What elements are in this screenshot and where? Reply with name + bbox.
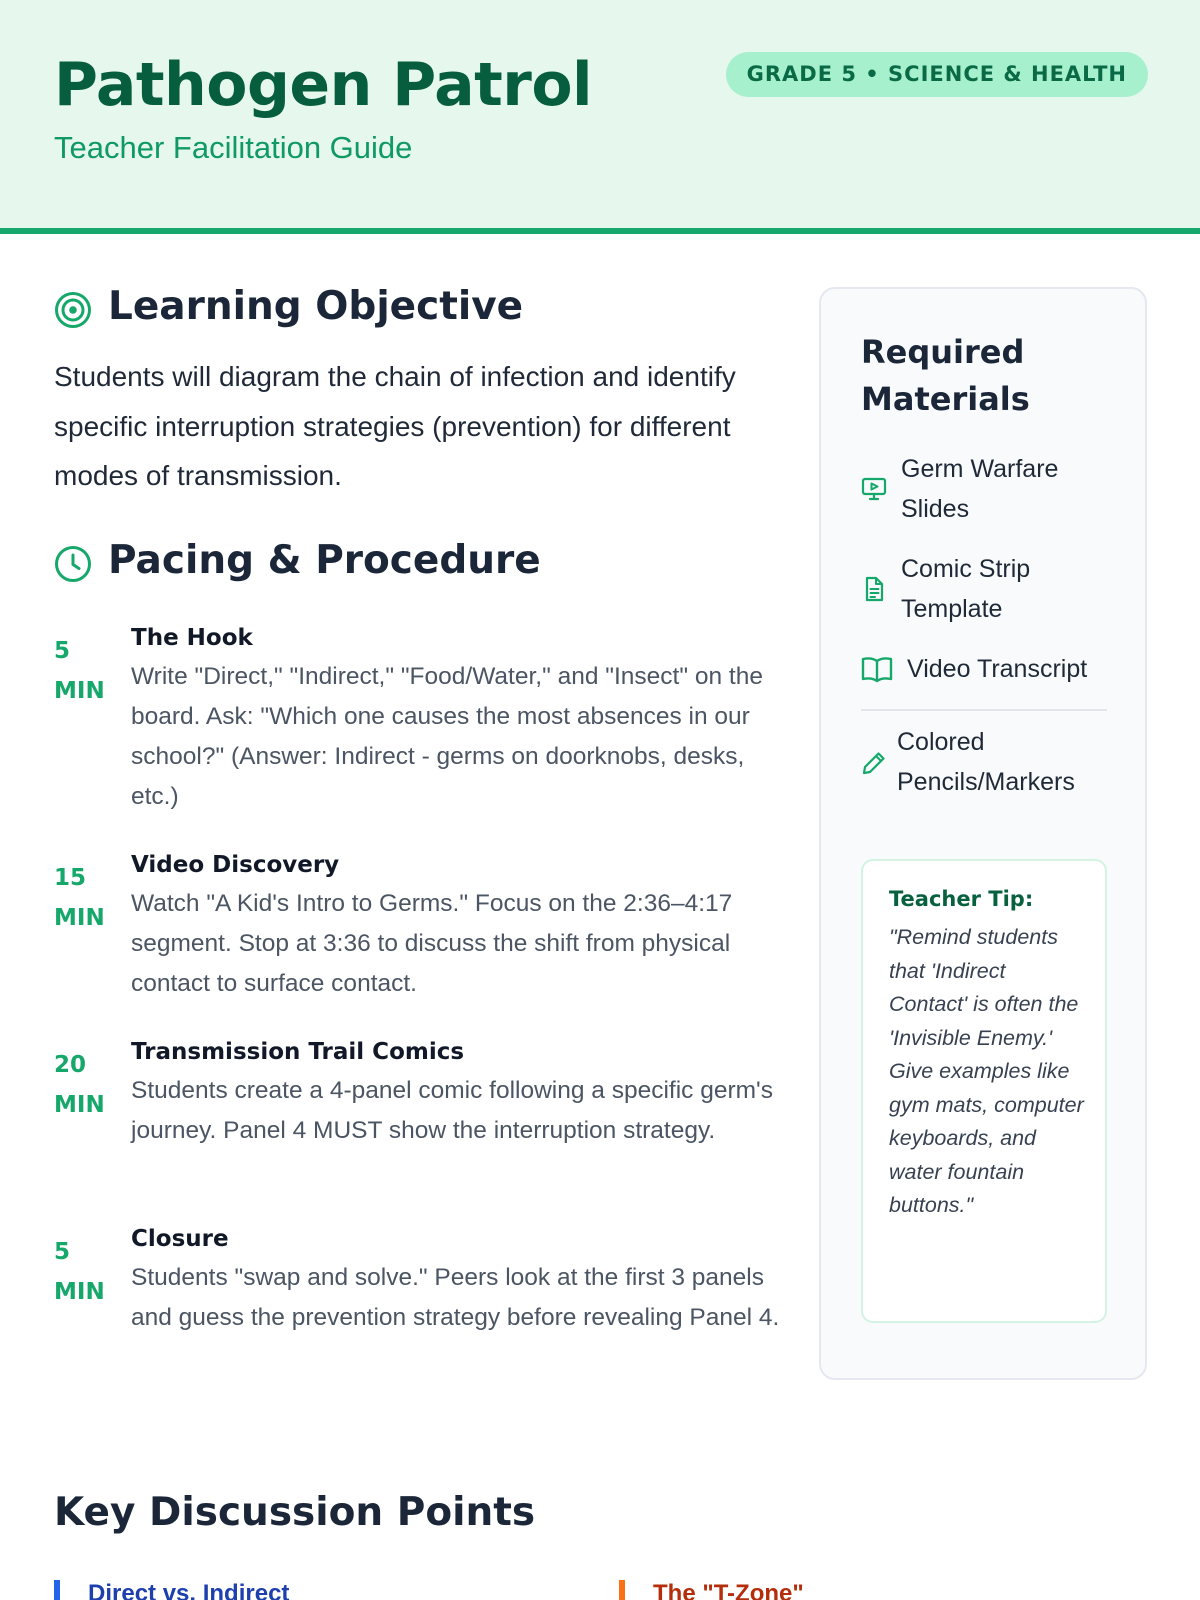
pacing-procedure-title: Pacing & Procedure xyxy=(108,538,541,583)
step-minutes: 20 xyxy=(54,1052,87,1078)
material-label: Video Transcript xyxy=(907,655,1088,683)
materials-sidebar xyxy=(819,287,1147,1380)
step-minutes-unit: MIN xyxy=(54,905,105,931)
learning-objective-text: Students will diagram the chain of infection and identify specific interruption strategies (prevention) for different modes of transmission. xyxy=(54,361,736,491)
step-duration xyxy=(54,858,124,938)
step-minutes: 5 xyxy=(54,1239,71,1265)
step-title: Closure xyxy=(131,1226,229,1252)
teacher-tip-title: Teacher Tip: xyxy=(889,887,1034,911)
material-label: Germ Warfare Slides xyxy=(901,455,1059,523)
presentation-icon xyxy=(861,476,887,502)
grade-subject-badge: GRADE 5 • SCIENCE & HEALTH xyxy=(726,52,1148,97)
clock-icon xyxy=(54,545,92,583)
material-label: Comic Strip Template xyxy=(901,555,1031,623)
step-duration xyxy=(54,1045,124,1125)
materials-divider xyxy=(861,709,1107,711)
document-icon xyxy=(861,576,887,602)
step-minutes-unit: MIN xyxy=(54,678,105,704)
step-duration xyxy=(54,1232,124,1312)
materials-heading: Required Materials xyxy=(861,333,1030,418)
book-icon xyxy=(861,655,893,683)
step-minutes-unit: MIN xyxy=(54,1279,105,1305)
pencil-icon xyxy=(861,750,887,776)
step-title: Video Discovery xyxy=(131,852,340,878)
step-description: Students "swap and solve." Peers look at the first 3 panels and guess the prevention strategy before revealing Panel 4. xyxy=(131,1264,780,1331)
target-icon xyxy=(54,291,92,329)
learning-objective-title: Learning Objective xyxy=(108,284,524,329)
teacher-tip-card xyxy=(861,859,1107,1323)
step-minutes: 15 xyxy=(54,865,87,891)
step-minutes-unit: MIN xyxy=(54,1092,105,1118)
step-minutes: 5 xyxy=(54,638,71,664)
step-description: Students create a 4-panel comic following a specific germ's journey. Panel 4 MUST show the interruption strategy. xyxy=(131,1077,773,1144)
step-title: Transmission Trail Comics xyxy=(131,1039,465,1065)
page-title: Pathogen Patrol xyxy=(54,50,593,120)
material-label: Colored Pencils/Markers xyxy=(897,728,1075,796)
discussion-point: Direct vs. Indirect xyxy=(54,1580,289,1600)
discussion-point: The "T-Zone" xyxy=(619,1580,804,1600)
step-description: Write "Direct," "Indirect," "Food/Water," and "Insect" on the board. Ask: "Which one causes the most absences in our school?" (Answer: Indirect - germs on doorknobs, desks, etc.) xyxy=(131,663,763,810)
page-subtitle: Teacher Facilitation Guide xyxy=(54,130,413,165)
page-header xyxy=(0,0,1200,234)
teacher-tip-text: "Remind students that 'Indirect Contact' is often the 'Invisible Enemy.' Give examples like gym mats, computer keyboards, and water fountain buttons." xyxy=(889,925,1084,1217)
step-title: The Hook xyxy=(131,625,253,651)
step-duration xyxy=(54,631,124,711)
step-description: Watch "A Kid's Intro to Germs." Focus on the 2:36–4:17 segment. Stop at 3:36 to discuss the shift from physical contact to surface contact. xyxy=(131,890,733,997)
discussion-points-heading: Key Discussion Points xyxy=(54,1490,536,1535)
